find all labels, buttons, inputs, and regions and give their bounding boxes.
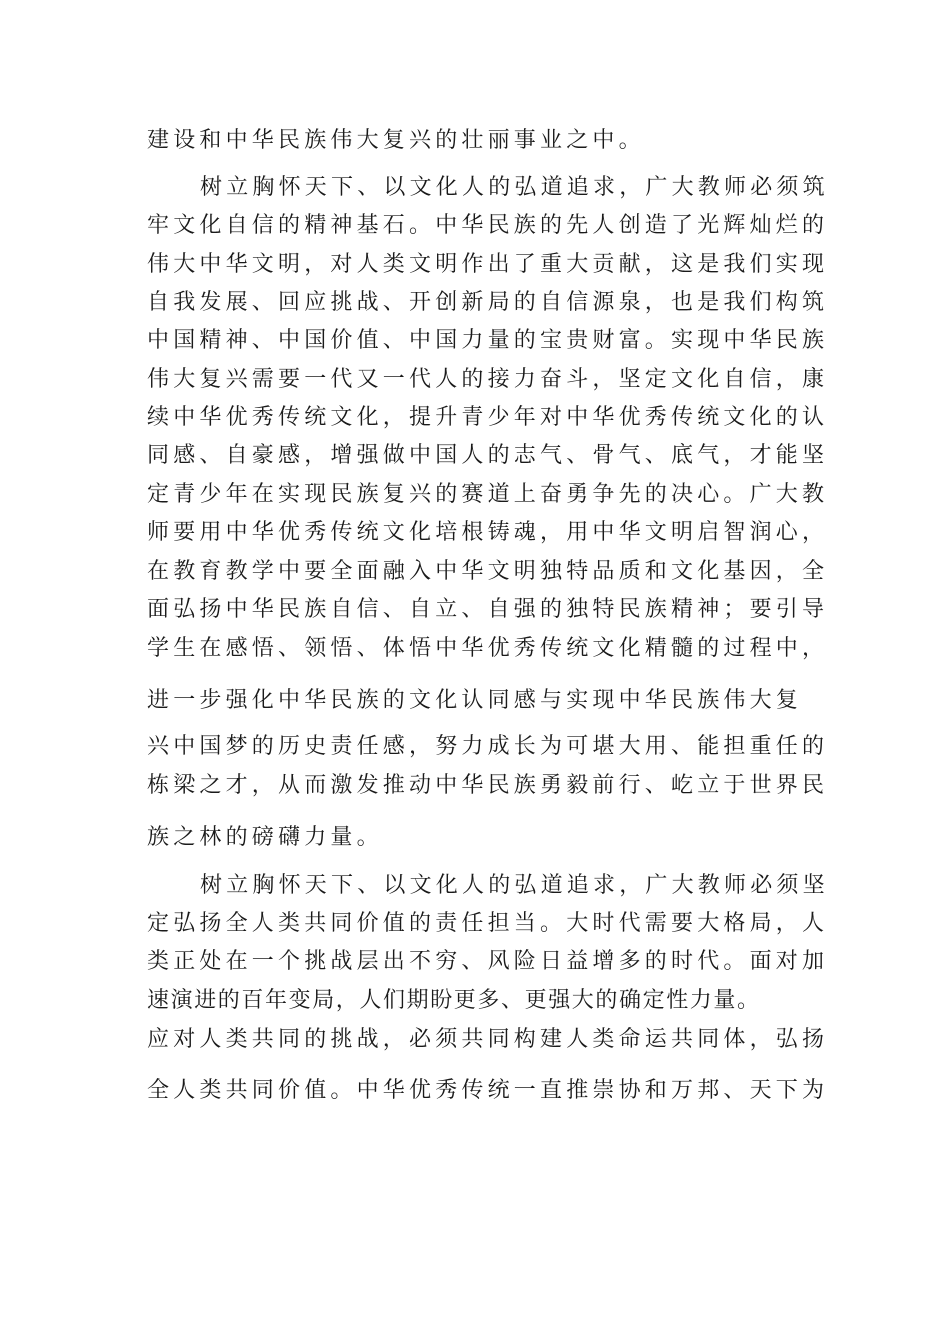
text-line: 牢文化自信的精神基石。中华民族的先人创造了光辉灿烂的 (147, 213, 829, 238)
text-line: 建设和中华民族伟大复兴的壮丽事业之中。 (147, 128, 645, 153)
text-line: 进一步强化中华民族的文化认同感与实现中华民族伟大复 (147, 688, 803, 713)
text-line: 定青少年在实现民族复兴的赛道上奋勇争先的决心。广大教 (147, 482, 829, 507)
text-line: 兴中国梦的历史责任感，努力成长为可堪大用、能担重任的 (147, 734, 829, 759)
paragraph-first-line: 树立胸怀天下、以文化人的弘道追求，广大教师必须筑 (200, 175, 829, 200)
text-line: 面弘扬中华民族自信、自立、自强的独特民族精神；要引导 (147, 597, 829, 622)
text-line: 师要用中华优秀传统文化培根铸魂，用中华文明启智润心， (147, 520, 829, 545)
text-line: 伟大复兴需要一代又一代人的接力奋斗，坚定文化自信，康 (147, 367, 829, 392)
text-line: 中国精神、中国价值、中国力量的宝贵财富。实现中华民族 (147, 328, 829, 353)
text-line: 栋梁之才，从而激发推动中华民族勇毅前行、屹立于世界民 (147, 773, 829, 798)
text-line: 速演进的百年变局，人们期盼更多、更强大的确定性力量。 (147, 988, 761, 1013)
text-line: 族之林的磅礴力量。 (147, 825, 383, 850)
text-line: 学生在感悟、领悟、体悟中华优秀传统文化精髓的过程中， (147, 636, 829, 661)
text-line: 在教育教学中要全面融入中华文明独特品质和文化基因，全 (147, 559, 829, 584)
text-line: 类正处在一个挑战层出不穷、风险日益增多的时代。面对加 (147, 949, 829, 974)
text-line: 续中华优秀传统文化，提升青少年对中华优秀传统文化的认 (147, 405, 829, 430)
text-line: 自我发展、回应挑战、开创新局的自信源泉，也是我们构筑 (147, 290, 829, 315)
text-line: 定弘扬全人类共同价值的责任担当。大时代需要大格局，人 (147, 911, 829, 936)
paragraph-first-line: 树立胸怀天下、以文化人的弘道追求，广大教师必须坚 (200, 873, 829, 898)
text-line: 伟大中华文明，对人类文明作出了重大贡献，这是我们实现 (147, 252, 829, 277)
text-line: 应对人类共同的挑战，必须共同构建人类命运共同体，弘扬 (147, 1027, 829, 1052)
text-line: 全人类共同价值。中华优秀传统一直推崇协和万邦、天下为 (147, 1078, 829, 1103)
text-line: 同感、自豪感，增强做中国人的志气、骨气、底气，才能坚 (147, 443, 829, 468)
